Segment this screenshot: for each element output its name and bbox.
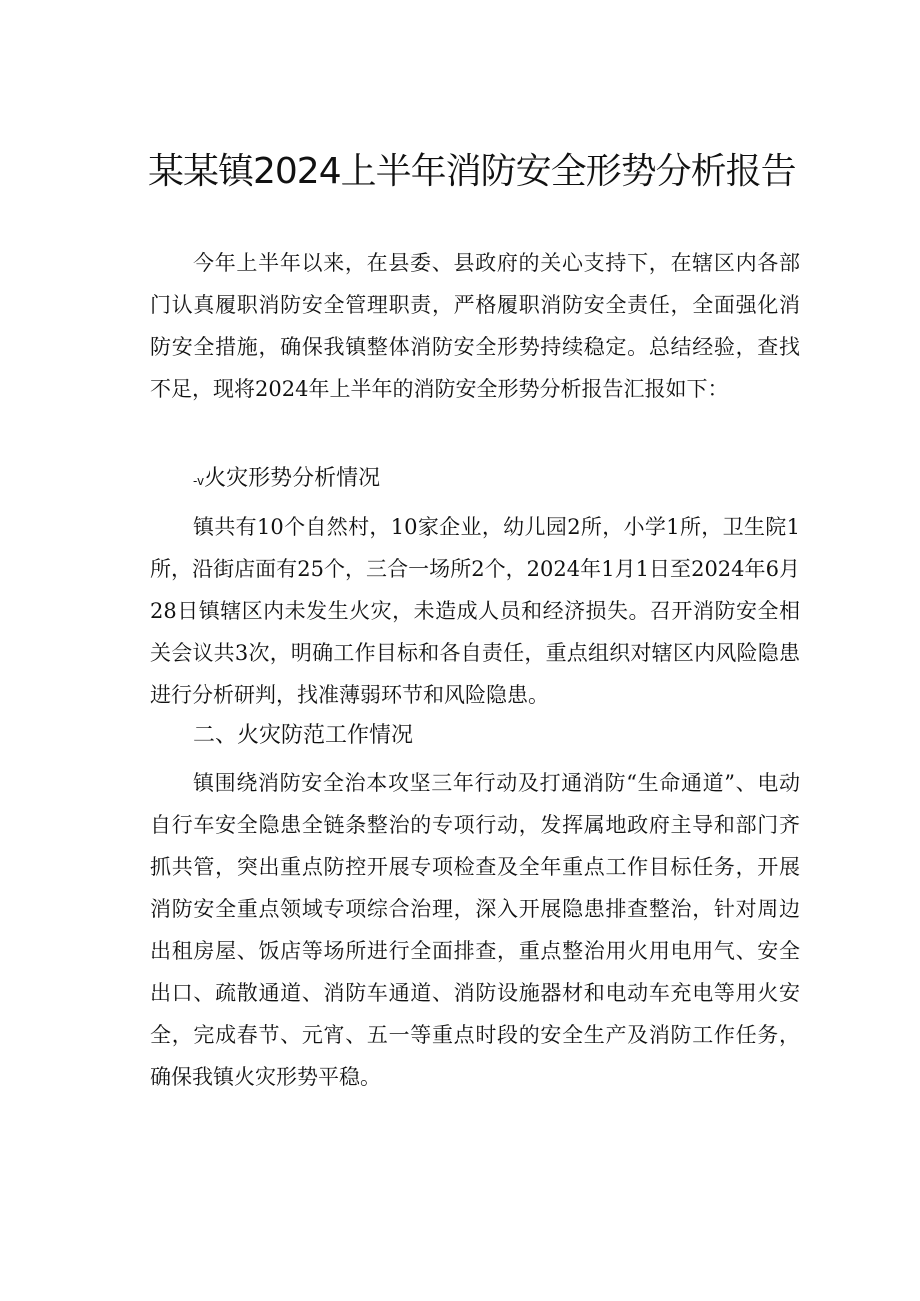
section2-paragraph: 镇围绕消防安全治本攻坚三年行动及打通消防“生命通道”、电动自行车安全隐患全链条整治的专项行动，发挥属地政府主导和部门齐抓共管，突出重点防控开展专项检查及全年重点工作目标任务，开展消防安全重点领域专项综合治理，深入开展隐患排查整治，针对周边出租房屋、饭店等场所进行全面排查，重点整治用火用电用气、安全出口、疏散通道、消防车通道、消防设施器材和电动车充电等用火安全，完成春节、元宵、五一等重点时段的安全生产及消防工作任务，确保我镇火灾形势平稳。 xyxy=(150,771,800,1089)
section1-paragraph: 镇共有10个自然村，10家企业，幼儿园2所，小学1所，卫生院1所，沿街店面有25个，三合一场所2个，2024年1月1日至2024年6月28日镇辖区内未发生火灾，未造成人员和经济损失。召开消防安全相关会议共3次，明确工作目标和各自责任，重点组织对辖区内风险隐患进行分析研判，找准薄弱环节和风险隐患。 xyxy=(150,515,800,707)
section1-heading-prefix: -v xyxy=(193,474,205,488)
intro-paragraph: 今年上半年以来，在县委、县政府的关心支持下，在辖区内各部门认真履职消防安全管理职责，严格履职消防安全责任，全面强化消防安全措施，确保我镇整体消防安全形势持续稳定。总结经验，查找不足，现将2024年上半年的消防安全形势分析报告汇报如下： xyxy=(150,251,800,401)
section1-heading xyxy=(193,461,380,499)
section1-heading-text: 火灾形势分析情况 xyxy=(204,466,381,491)
section2-heading: 二、火灾防范工作情况 xyxy=(193,723,414,748)
document-title: 某某镇2024上半年消防安全形势分析报告 xyxy=(148,151,796,192)
